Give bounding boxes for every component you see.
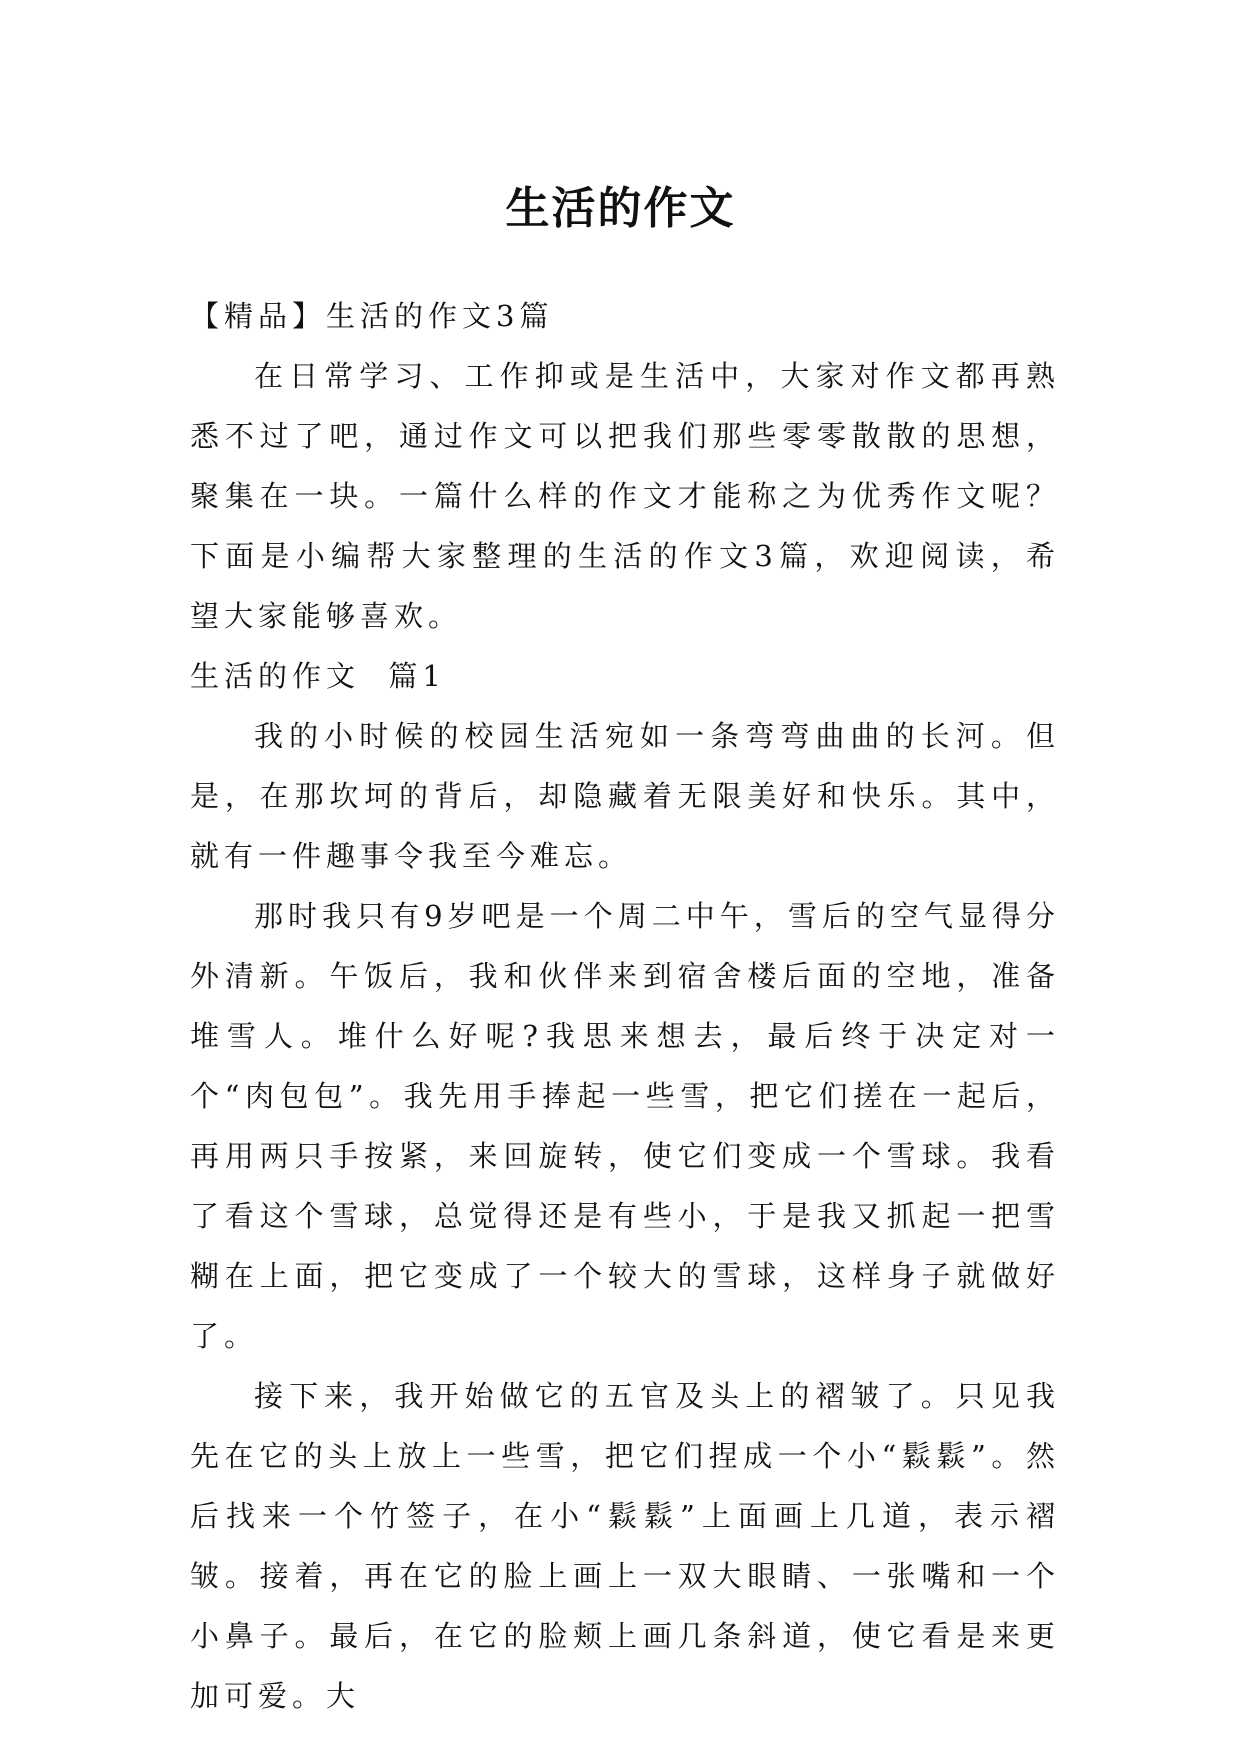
intro-paragraph: 在日常学习、工作抑或是生活中，大家对作文都再熟悉不过了吧，通过作文可以把我们那些零零散散的思想，聚集在一块。一篇什么样的作文才能称之为优秀作文呢？下面是小编帮大家整理的生活的作文3篇，欢迎阅读，希望大家能够喜欢。 [190, 359, 1060, 633]
body-paragraph: 那时我只有9岁吧是一个周二中午，雪后的空气显得分外清新。午饭后，我和伙伴来到宿舍楼后面的空地，准备堆雪人。堆什么好呢?我思来想去，最后终于决定对一个“肉包包”。我先用手捧起一些雪，把它们搓在一起后，再用两只手按紧，来回旋转，使它们变成一个雪球。我看了看这个雪球，总觉得还是有些小，于是我又抓起一把雪糊在上面，把它变成了一个较大的雪球，这样身子就做好了。 [190, 899, 1060, 1353]
document-body [190, 286, 1060, 1726]
body-paragraph: 接下来，我开始做它的五官及头上的褶皱了。只见我先在它的头上放上一些雪，把它们捏成一个小“鬏鬏”。然后找来一个竹签子，在小“鬏鬏”上面画上几道，表示褶皱。接着，再在它的脸上画上一双大眼睛、一张嘴和一个小鼻子。最后，在它的脸颊上画几条斜道，使它看是来更加可爱。大 [190, 1379, 1060, 1713]
body-paragraph: 我的小时候的校园生活宛如一条弯弯曲曲的长河。但是，在那坎坷的背后，却隐藏着无限美好和快乐。其中，就有一件趣事令我至今难忘。 [190, 719, 1060, 873]
intro-heading: 【精品】生活的作文3篇 [190, 299, 554, 333]
document-title: 生活的作文 [505, 183, 736, 235]
section-heading: 生活的作文 篇1 [190, 659, 446, 693]
